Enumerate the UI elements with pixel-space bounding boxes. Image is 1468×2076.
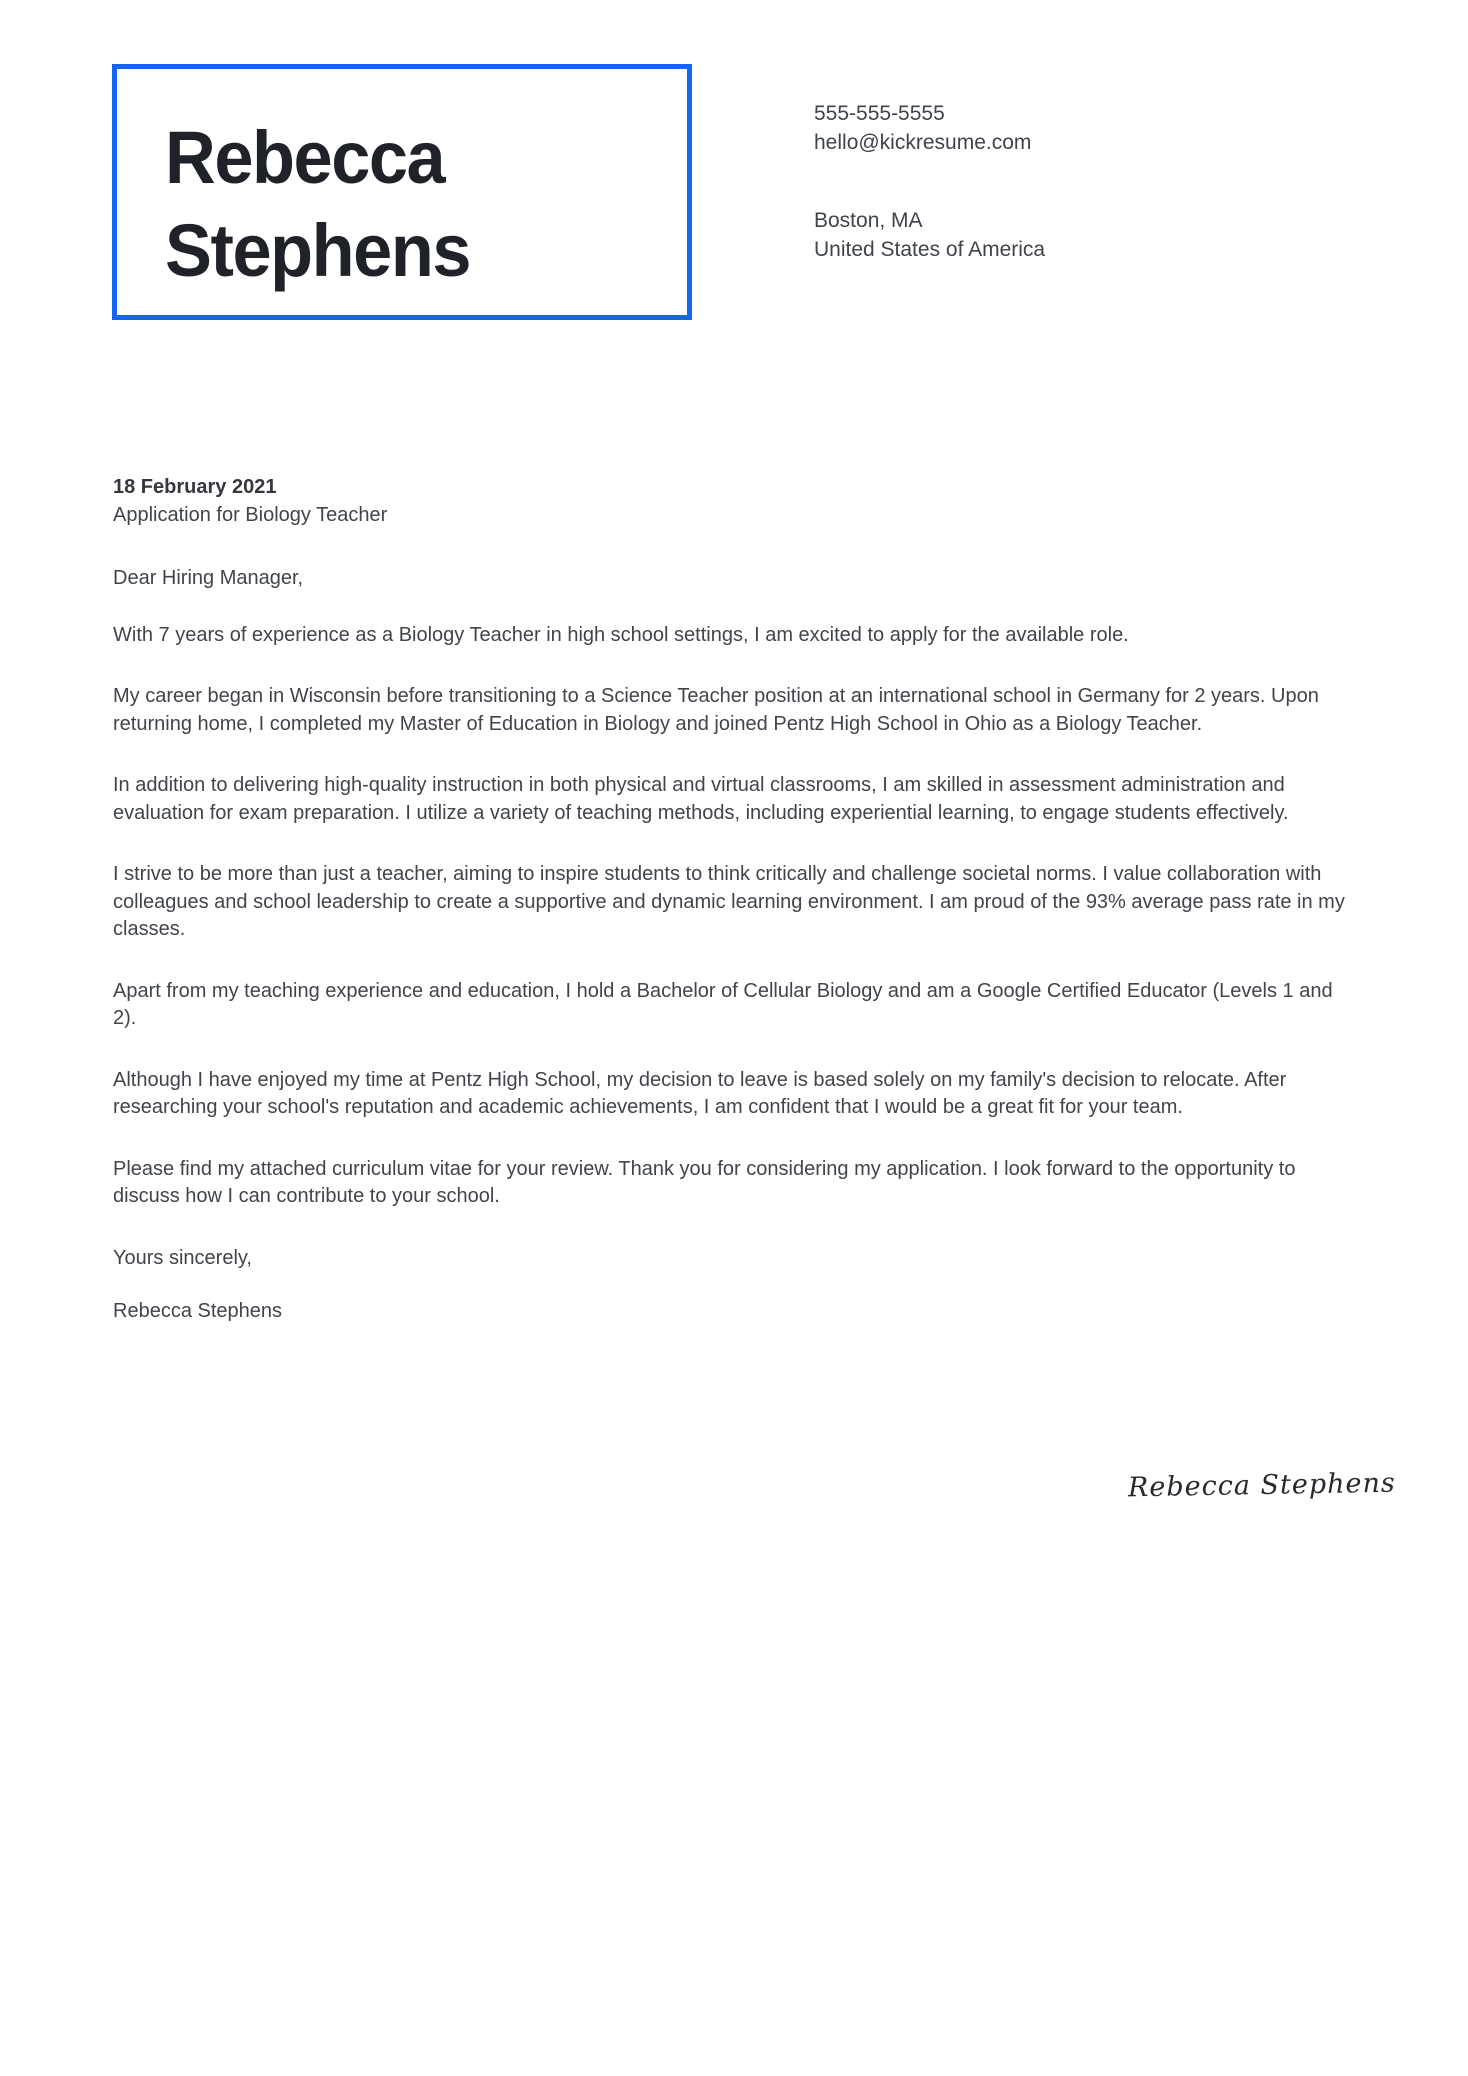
- handwritten-signature: Rebecca Stephens: [1128, 1467, 1397, 1504]
- contact-block: [814, 99, 1045, 313]
- contact-group-reach: [814, 99, 1045, 157]
- contact-country: United States of America: [814, 238, 1046, 261]
- contact-group-address: [814, 206, 1045, 264]
- letter-salutation: Dear Hiring Manager,: [113, 567, 304, 589]
- letter-paragraph: Apart from my teaching experience and education, I hold a Bachelor of Cellular Biology and am a Google Certified Educator (Levels 1 and 2).: [113, 979, 1333, 1029]
- letter-typed-name: Rebecca Stephens: [113, 1300, 283, 1322]
- applicant-name: [165, 111, 661, 297]
- contact-email: hello@kickresume.com: [814, 131, 1032, 154]
- contact-city: Boston, MA: [814, 209, 923, 232]
- letter-body: [113, 474, 1361, 1326]
- applicant-last-name: Stephens: [165, 209, 471, 292]
- letter-paragraph: My career began in Wisconsin before transitioning to a Science Teacher position at an international school in Germany for 2 years. Upon returning home, I completed my Master of Education in Biology and joined Pentz High School in Ohio as a Biology Teacher.: [113, 685, 1319, 735]
- letter-paragraph: With 7 years of experience as a Biology Teacher in high school settings, I am excited to apply for the available role.: [113, 623, 1129, 646]
- contact-phone: 555-555-5555: [814, 102, 945, 125]
- letter-paragraph: I strive to be more than just a teacher, aiming to inspire students to think critically and challenge societal norms. I value collaboration with colleagues and school leadership to create a supportive and dynamic learning environment. I am proud of the 93% average pass rate in my classes.: [113, 863, 1345, 940]
- letter-paragraphs: [113, 622, 1361, 1211]
- applicant-first-name: Rebecca: [165, 116, 445, 199]
- letter-closing: Yours sincerely,: [113, 1246, 252, 1269]
- letter-date: 18 February 2021: [113, 476, 277, 498]
- letter-subject: Application for Biology Teacher: [113, 503, 388, 526]
- letter-paragraph: In addition to delivering high-quality instruction in both physical and virtual classrooms, I am skilled in assessment administration and evaluation for exam preparation. I utilize a variety of teaching methods, including experiential learning, to engage students effectively.: [113, 774, 1289, 824]
- letter-paragraph: Please find my attached curriculum vitae for your review. Thank you for considering my application. I look forward to the opportunity to discuss how I can contribute to your school.: [113, 1157, 1296, 1207]
- name-box: [112, 64, 692, 320]
- letter-paragraph: Although I have enjoyed my time at Pentz High School, my decision to leave is based solely on my family's decision to relocate. After researching your school's reputation and academic achievements, I am confident that I would be a great fit for your team.: [113, 1068, 1287, 1118]
